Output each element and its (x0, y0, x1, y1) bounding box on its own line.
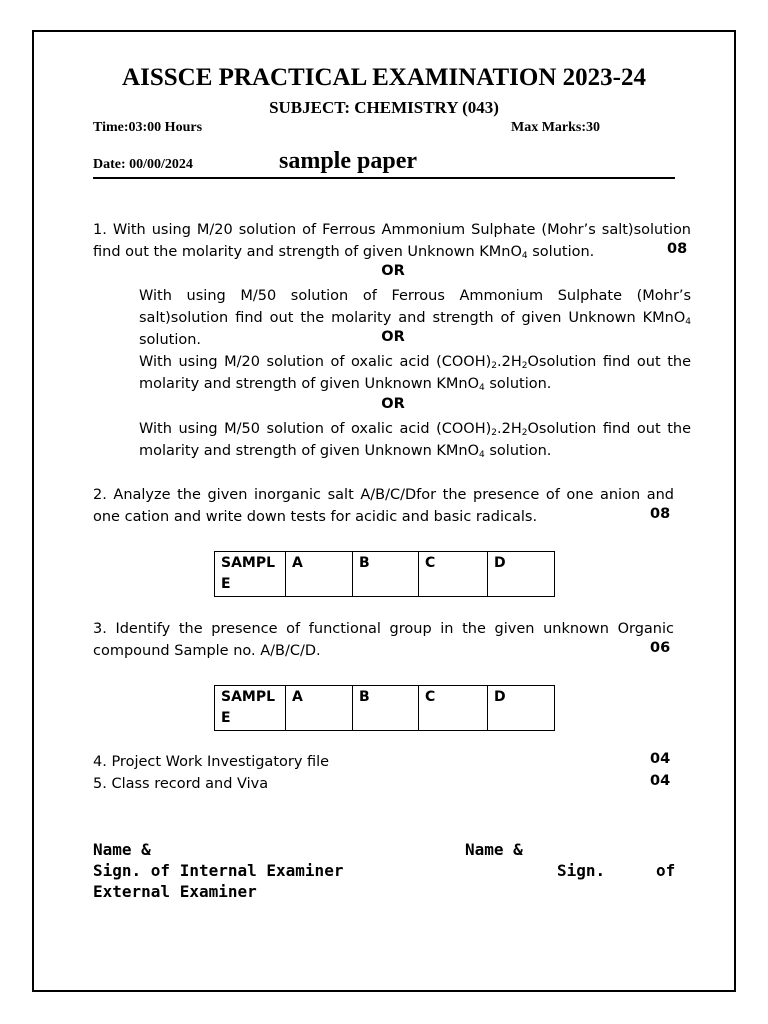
max-marks-label: Max Marks:30 (511, 120, 601, 135)
question-1-option-3: With using M/20 solution of oxalic acid $(COOH)_2.2H_2Osolution$ find out the molarity and strength of given Unknown KMnO$_4$ solution. (139, 354, 691, 393)
external-of-label: of (656, 861, 676, 880)
table-header-c: C (419, 686, 488, 731)
external-sign-label: Sign. (557, 861, 606, 880)
question-3-text: 3. Identify the presence of functional group in the given unknown Organic compound Sample no. A/B/C/D. (93, 621, 674, 659)
table-header-c: C (419, 552, 488, 597)
question-1-option-4: With using M/50 solution of oxalic acid $(COOH)_2.2H_2Osolution$ find out the molarity and strength of given Unknown KMnO$_4$ solution. (139, 421, 691, 460)
or-separator: OR (381, 263, 405, 279)
or-separator: OR (381, 329, 405, 345)
table-header-b: B (353, 552, 419, 597)
date-label: Date: 00/00/2024 (93, 157, 193, 172)
time-label: Time:03:00 Hours (93, 120, 203, 135)
question-2-text: 2. Analyze the given inorganic salt A/B/C/Dfor the presence of one anion and one cation and write down tests for acidic and basic radicals. (93, 487, 674, 525)
internal-examiner-name-label: Name & (93, 840, 151, 859)
question-5-marks: 04 (650, 773, 671, 789)
question-2-marks: 08 (650, 506, 671, 522)
external-examiner-name-label: Name & (465, 840, 523, 859)
question-1-option-2: With using M/50 solution of Ferrous Ammonium Sulphate (Mohr’s salt)solution find out the molarity and strength of given Unknown KMnO$_4$ solution. (139, 288, 691, 348)
table-header-d: D (488, 552, 555, 597)
question-4-text: 4. Project Work Investigatory file (93, 754, 330, 770)
table-header-a: A (286, 552, 353, 597)
table-header-sample: SAMPL E (215, 552, 286, 597)
table-header-sample: SAMPL E (215, 686, 286, 731)
question-1-text: 1. With using M/20 solution of Ferrous Ammonium Sulphate (Mohr’s salt)solution find out the molarity and strength of given Unknown KMnO$_4$ solution. (93, 222, 691, 261)
table-header-b: B (353, 686, 419, 731)
table-header-a: A (286, 686, 353, 731)
internal-examiner-sign-label: Sign. of Internal Examiner (93, 861, 344, 880)
or-separator: OR (381, 396, 405, 412)
external-examiner-label: External Examiner (93, 882, 257, 901)
sample-table-organic (214, 685, 555, 731)
question-5-text: 5. Class record and Viva (93, 776, 269, 792)
subject-line: SUBJECT: CHEMISTRY (043) (269, 98, 499, 117)
table-row (215, 552, 555, 597)
sample-table-inorganic (214, 551, 555, 597)
question-3-marks: 06 (650, 640, 671, 656)
sample-paper-label: sample paper (279, 148, 417, 174)
exam-title: AISSCE PRACTICAL EXAMINATION 2023-24 (122, 64, 646, 91)
question-4-marks: 04 (650, 751, 671, 767)
table-header-d: D (488, 686, 555, 731)
header-rule (93, 177, 675, 179)
question-1-marks: 08 (667, 241, 688, 257)
table-row (215, 686, 555, 731)
